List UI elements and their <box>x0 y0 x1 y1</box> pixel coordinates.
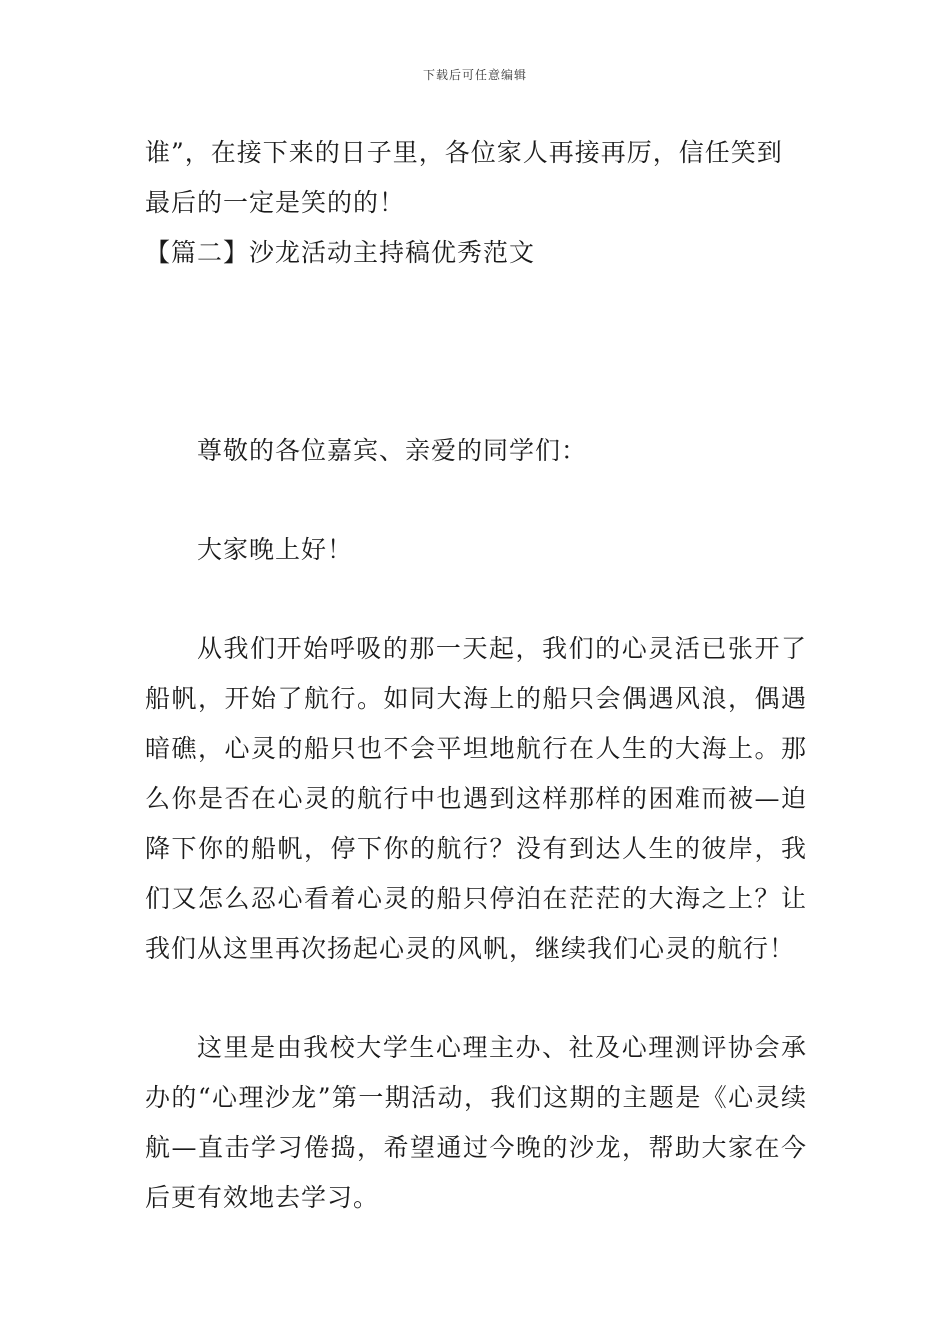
spacer <box>145 974 807 1023</box>
spacer <box>145 476 807 525</box>
salutation: 大家晚上好！ <box>197 535 354 564</box>
body-paragraph-1: 从我们开始呼吸的那一天起，我们的心灵活已张开了船帆，开始了航行。如同大海上的船只会偶遇风浪，偶遇暗礁，心灵的船只也不会平坦地航行在人生的大海上。那么你是否在心灵的航行中也遇到这样那样的困难而被—迫降下你的船帆，停下你的航行？没有到达人生的彼岸，我们又怎么忍心看着心灵的船只停泊在茫茫的大海之上？让我们从这里再次扬起心灵的风帆，继续我们心灵的航行！ <box>145 634 807 963</box>
spacer <box>145 575 807 624</box>
spacer <box>145 278 807 426</box>
carryover-line-2: 最后的一定是笑的的！ <box>145 188 406 217</box>
download-note: 下载后可任意编辑 <box>422 68 527 82</box>
section-heading: 【篇二】沙龙活动主持稿优秀范文 <box>145 238 536 267</box>
document-body <box>145 128 807 1223</box>
carryover-line-1: 谁”，在接下来的日子里，各位家人再接再厉，信任笑到 <box>145 138 783 167</box>
greeting: 尊敬的各位嘉宾、亲爱的同学们： <box>197 436 588 465</box>
body-paragraph-2: 这里是由我校大学生心理主办、社及心理测评协会承办的“心理沙龙”第一期活动，我们这期的主题是《心灵续航—直击学习倦捣，希望通过今晚的沙龙，帮助大家在今后更有效地去学习。 <box>145 1033 807 1212</box>
